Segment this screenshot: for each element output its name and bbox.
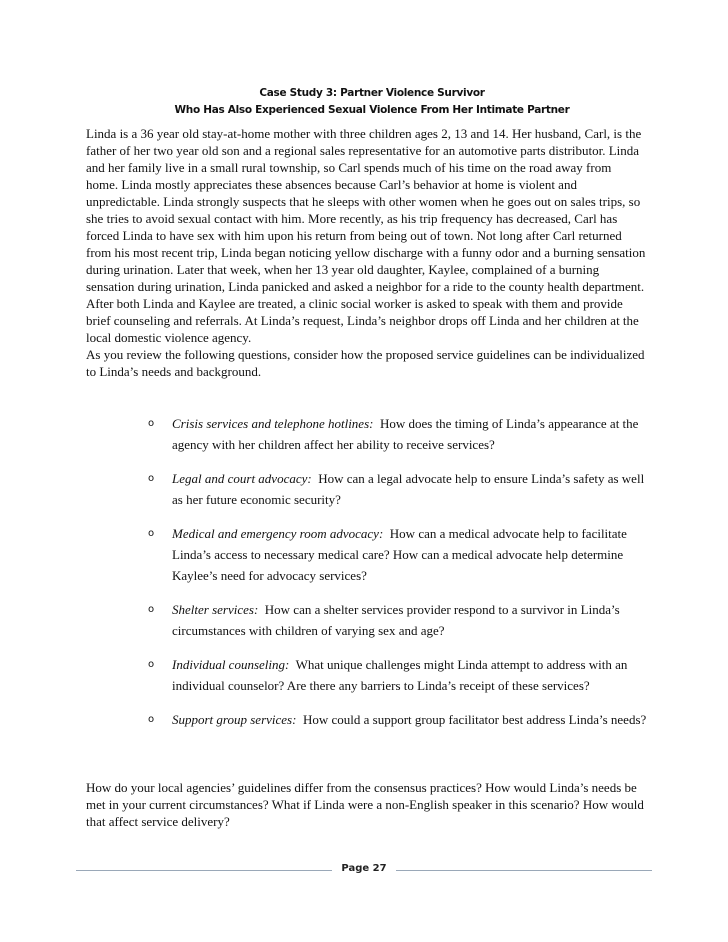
page-number: Page 27: [341, 863, 387, 874]
hollow-bullet-icon: o: [148, 659, 155, 670]
item-label: Shelter services:: [172, 602, 259, 617]
list-item: [148, 468, 648, 510]
item-text: How can a medical advocate help to facilitate Linda’s access to necessary medical care? How can a medical advocate help determine Kaylee’s need for advocacy services?: [172, 526, 627, 583]
hollow-bullet-icon: o: [148, 604, 155, 615]
case-narrative: [86, 125, 646, 380]
question-list: [148, 413, 648, 743]
item-text: How can a legal advocate help to ensure Linda’s safety as well as her future economic security?: [172, 471, 645, 507]
item-label: Medical and emergency room advocacy:: [172, 526, 384, 541]
hollow-bullet-icon: o: [148, 714, 155, 725]
item-label: Legal and court advocacy:: [172, 471, 312, 486]
closing-paragraph: How do your local agencies’ guidelines differ from the consensus practices? How would Linda’s needs be met in your current circumstances? What if Linda were a non-English speaker in this scenario? How would that affect service delivery?: [86, 780, 644, 829]
list-item: [148, 599, 648, 641]
list-item: [148, 523, 648, 586]
hollow-bullet-icon: o: [148, 418, 155, 429]
item-label: Crisis services and telephone hotlines:: [172, 416, 374, 431]
case-study-subtitle: Who Has Also Experienced Sexual Violence From Her Intimate Partner: [174, 104, 570, 116]
hollow-bullet-icon: o: [148, 473, 155, 484]
list-item: [148, 709, 648, 730]
item-label: Support group services:: [172, 712, 297, 727]
list-item: [148, 654, 648, 696]
item-text: How does the timing of Linda’s appearance at the agency with her children affect her ability to receive services?: [172, 416, 639, 452]
narrative-paragraph: Linda is a 36 year old stay-at-home mother with three children ages 2, 13 and 14. Her husband, Carl, is the father of her two year old son and a regional sales representative for an automotive parts distributor. Linda and her family live in a small rural township, so Carl spends much of his time on the road away from home. Linda mostly appreciates these absences because Carl’s behavior at home is violent and unpredictable. Linda strongly suspects that he sleeps with other women when he goes out on sales trips, so she tries to avoid sexual contact with him. More recently, as his trip frequency has decreased, Carl has forced Linda to have sex with him upon his return from being out of town. Not long after Carl returned from his most recent trip, Linda began noticing yellow discharge with a funny odor and a burning sensation during urination. Later that week, when her 13 year old daughter, Kaylee, complained of a burning sensation during urination, Linda panicked and asked a neighbor for a ride to the county health department. After both Linda and Kaylee are treated, a clinic social worker is asked to speak with them and provide brief counseling and referrals. At Linda’s request, Linda’s neighbor drops off Linda and her children at the local domestic violence agency.: [86, 126, 646, 345]
footer-rule-right: [396, 870, 652, 871]
footer-rule-left: [76, 870, 332, 871]
list-item: [148, 413, 648, 455]
case-study-title: Case Study 3: Partner Violence Survivor: [259, 87, 485, 99]
item-text: What unique challenges might Linda attempt to address with an individual counselor? Are there any barriers to Linda’s receipt of these services?: [172, 657, 628, 693]
item-text: How can a shelter services provider respond to a survivor in Linda’s circumstances with children of varying sex and age?: [172, 602, 620, 638]
item-label: Individual counseling:: [172, 657, 290, 672]
item-text: How could a support group facilitator best address Linda’s needs?: [302, 712, 647, 727]
hollow-bullet-icon: o: [148, 528, 155, 539]
instruction-paragraph: As you review the following questions, consider how the proposed service guidelines can be individualized to Linda’s needs and background.: [86, 347, 645, 379]
